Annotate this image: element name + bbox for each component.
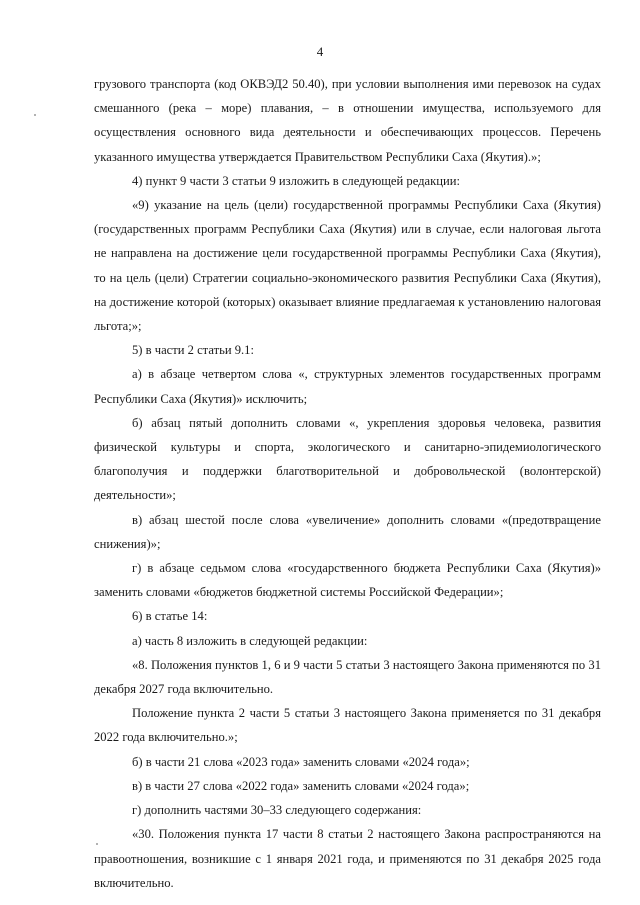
paragraph-subitem-b: б) абзац пятый дополнить словами «, укрепления здоровья человека, развития физической культуры и спорта, экологического и санитарно-эпидемиологического благополучия и поддержки благотворительной и добровольческой (волонтерской) деятельности»;: [94, 415, 601, 503]
document-body: [94, 72, 601, 895]
paragraph-subitem-b-2: б) в части 21 слова «2023 года» заменить словами «2024 года»;: [132, 754, 470, 769]
scan-speck: [96, 843, 98, 845]
paragraph-subitem-a-2: а) часть 8 изложить в следующей редакции:: [132, 633, 368, 648]
paragraph-subitem-v: в) абзац шестой после слова «увеличение» дополнить словами «(предотвращение снижения)»;: [94, 512, 601, 551]
paragraph-quote-9: «9) указание на цель (цели) государственной программы Республики Саха (Якутия) (государственных программ Республики Саха (Якутия) или в случае, если налоговая льгота не направлена на достижение цели государственной программы Республики Саха (Якутия), то на цель (цели) Стратегии социально-экономического развития Республики Саха (Якутия), на достижение которой (которых) оказывает влияние предлагаемая к установлению налоговая льгота;»;: [94, 198, 601, 334]
paragraph-subitem-g: г) в абзаце седьмом слова «государственного бюджета Республики Саха (Якутия)» заменить словами «бюджетов бюджетной системы Российской Федерации»;: [94, 561, 601, 600]
paragraph-item-5: 5) в части 2 статьи 9.1:: [132, 343, 254, 358]
paragraph-quote-8: «8. Положения пунктов 1, 6 и 9 части 5 статьи 3 настоящего Закона применяются по 31 декабря 2027 года включительно.: [94, 657, 601, 697]
paragraph-subitem-g-2: г) дополнить частями 30–33 следующего содержания:: [132, 803, 422, 818]
paragraph-quote-30: «30. Положения пункта 17 части 8 статьи 2 настоящего Закона распространяются на правоотношения, возникшие с 1 января 2021 года, и применяются по 31 декабря 2025 года включительно.: [94, 827, 601, 890]
paragraph-item-4: 4) пункт 9 части 3 статьи 9 изложить в следующей редакции:: [132, 173, 460, 188]
paragraph-subitem-a: а) в абзаце четвертом слова «, структурных элементов государственных программ Республики Саха (Якутия)» исключить;: [94, 367, 601, 406]
paragraph-continuation: грузового транспорта (код ОКВЭД2 50.40), при условии выполнения ими перевозок на судах смешанного (река – море) плавания, – в отношении имущества, используемого для осуществления основного вида деятельности и обеспечивающих процессов. Перечень указанного имущества утверждается Правительством Республики Саха (Якутия).»;: [94, 77, 601, 164]
paragraph-provision-2: Положение пункта 2 части 5 статьи 3 настоящего Закона применяется по 31 декабря 2022 года включительно.»;: [94, 706, 601, 745]
page-number: 4: [316, 44, 324, 59]
paragraph-item-6: 6) в статье 14:: [132, 609, 208, 624]
scan-speck: [34, 114, 36, 116]
paragraph-subitem-v-2: в) в части 27 слова «2022 года» заменить словами «2024 года»;: [132, 778, 470, 793]
